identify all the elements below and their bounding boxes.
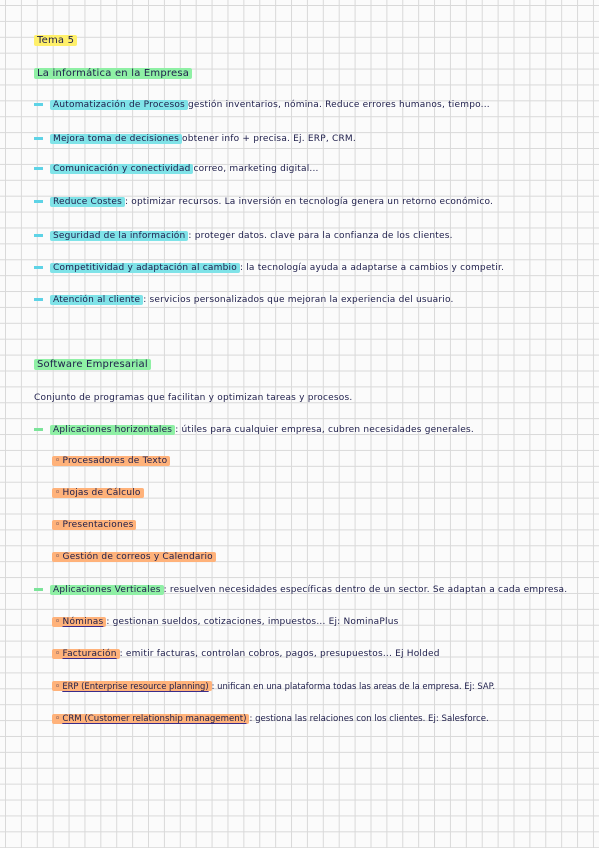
- circle-bullet-icon: ◦: [55, 456, 61, 466]
- vertical-text: : resuelven necesidades específicas dentro de un sector. Se adaptan a cada empresa.: [163, 585, 568, 595]
- list-item: [52, 713, 489, 725]
- circle-bullet-icon: ◦: [55, 520, 61, 530]
- list-item: [52, 551, 216, 563]
- sub-item-text: : gestiona las relaciones con los clientes. Ej: Salesforce.: [249, 714, 489, 724]
- sub-item: [52, 649, 120, 659]
- item-head: Mejora toma de decisiones: [50, 134, 182, 144]
- sub-item-text: Procesadores de Texto: [62, 456, 168, 466]
- dash-bullet-icon: [34, 266, 43, 269]
- dash-bullet-icon: [34, 200, 43, 203]
- sub-item: [52, 456, 170, 466]
- horizontal-text: : útiles para cualquier empresa, cubren necesidades generales.: [175, 425, 474, 435]
- list-item: [52, 519, 136, 531]
- sub-item: [52, 714, 249, 724]
- item-head: Seguridad de la información: [50, 231, 188, 241]
- sub-item-head: CRM (Customer relationship management): [62, 714, 247, 724]
- item-text: : optimizar recursos. La inversión en tecnología genera un retorno económico.: [124, 197, 494, 207]
- list-item: [34, 133, 356, 145]
- list-item: [34, 294, 454, 306]
- dash-bullet-icon: [34, 588, 43, 591]
- item-text: : servicios personalizados que mejoran la experiencia del usuario.: [143, 295, 454, 305]
- list-item: [34, 230, 453, 242]
- page-heading-text: Tema 5: [34, 35, 77, 46]
- item-text: obtener info + precisa. Ej. ERP, CRM.: [182, 134, 356, 144]
- dash-bullet-icon: [34, 234, 43, 237]
- circle-bullet-icon: ◦: [55, 682, 61, 692]
- vertical-head: Aplicaciones Verticales: [50, 585, 164, 595]
- list-item: [34, 262, 504, 274]
- item-head: Automatización de Procesos: [50, 100, 188, 110]
- section2-title: [34, 359, 151, 371]
- sub-item-text: : unifican en una plataforma todas las areas de la empresa. Ej: SAP.: [211, 681, 495, 691]
- circle-bullet-icon: ◦: [55, 649, 61, 659]
- item-head: Competitividad y adaptación al cambio: [50, 263, 240, 273]
- sub-item-text: : gestionan sueldos, cotizaciones, impuestos... Ej: NominaPlus: [106, 617, 399, 627]
- horizontal-apps: [34, 424, 474, 436]
- dash-bullet-icon: [34, 103, 43, 106]
- sub-item-head: Nóminas: [62, 617, 104, 627]
- section2-title-text: Software Empresarial: [34, 359, 151, 370]
- dash-bullet-icon: [34, 428, 43, 431]
- circle-bullet-icon: ◦: [55, 488, 61, 498]
- dash-bullet-icon: [34, 167, 43, 170]
- sub-item-head: ERP (Enterprise resource planning): [62, 681, 209, 691]
- item-text: gestión inventarios, nómina. Reduce errores humanos, tiempo...: [187, 100, 490, 110]
- circle-bullet-icon: ◦: [55, 714, 61, 724]
- sub-item-text: Hojas de Cálculo: [62, 488, 141, 498]
- sub-item-text: Gestión de correos y Calendario: [62, 552, 213, 562]
- list-item: [52, 648, 440, 660]
- dash-bullet-icon: [34, 137, 43, 140]
- list-item: [52, 455, 170, 467]
- sub-item-text: : emitir facturas, controlan cobros, pagos, presupuestos... Ej Holded: [119, 649, 440, 659]
- section1-title: [34, 68, 192, 80]
- list-item: [52, 616, 399, 628]
- list-item: [34, 196, 493, 208]
- item-text: correo, marketing digital...: [193, 164, 319, 174]
- sub-item: [52, 520, 136, 530]
- circle-bullet-icon: ◦: [55, 617, 61, 627]
- circle-bullet-icon: ◦: [55, 552, 61, 562]
- page-heading: [34, 35, 77, 47]
- sub-item-text: Presentaciones: [62, 520, 134, 530]
- item-text: : la tecnología ayuda a adaptarse a cambios y competir.: [239, 263, 505, 273]
- item-head: Atención al cliente: [50, 295, 143, 305]
- sub-item: [52, 552, 216, 562]
- list-item: [34, 99, 490, 111]
- list-item: [52, 487, 144, 499]
- vertical-apps: [34, 584, 567, 596]
- section2-intro: Conjunto de programas que facilitan y optimizan tareas y procesos.: [34, 393, 353, 403]
- list-item: [52, 680, 495, 693]
- list-item: [34, 163, 319, 175]
- sub-item: [52, 681, 212, 691]
- horizontal-head: Aplicaciones horizontales: [50, 425, 175, 435]
- sub-item-head: Facturación: [62, 649, 117, 659]
- sub-item: [52, 488, 144, 498]
- sub-item: [52, 617, 106, 627]
- section1-title-text: La informática en la Empresa: [34, 68, 192, 79]
- dash-bullet-icon: [34, 298, 43, 301]
- item-head: Comunicación y conectividad: [50, 164, 193, 174]
- item-head: Reduce Costes: [50, 197, 125, 207]
- item-text: : proteger datos. clave para la confianza de los clientes.: [188, 231, 453, 241]
